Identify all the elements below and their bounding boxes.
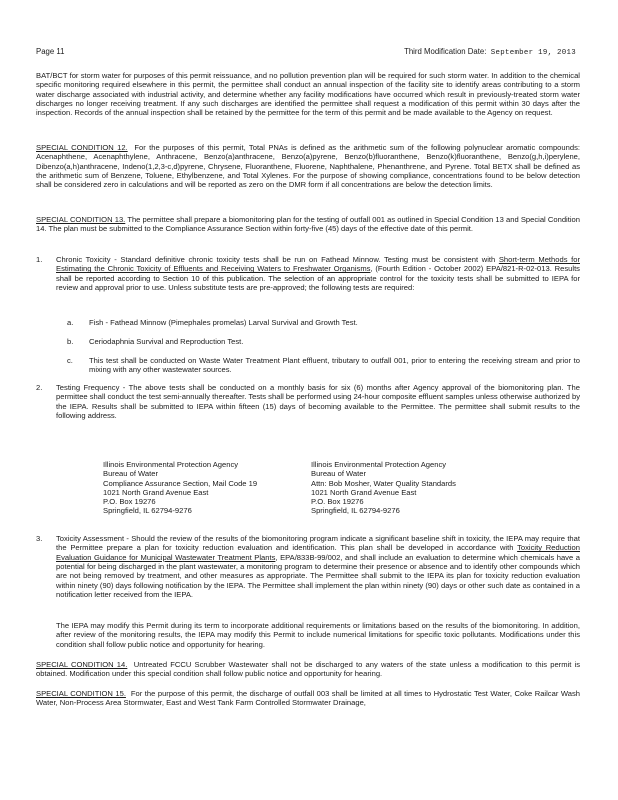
intro-paragraph: BAT/BCT for storm water for purposes of this permit reissuance, and no pollution prevention plan will be required for such storm water. In addition to the chemical specific monitoring required elsewhere in this permit, the permittee shall conduct an annual inspection of the facility site to identify areas contributing to a storm water discharge associated with industrial activity, and determine whether any facility modifications have occurred which result in previously-treated storm water discharges no longer receiving treatment. If any such discharges are identified the permittee shall request a modification of this permit within 30 days after the inspection. Records of the annual inspection shall be retained by the permittee for the term of this permit and be made available to the Agency on request.	[36, 71, 580, 118]
address-line: Springfield, IL 62794-9276	[311, 506, 400, 516]
item-1-tail: , (Fourth Edition - October 2002) EPA/821-R-02-013. Results shall be reported according to Section 10 of this publication. The selection of an appropriate control for the toxicity tests shall be submitted to IEPA for review and approval prior to use. Unless substitute tests are pre-approved; the following tests are required:	[56, 264, 580, 293]
item-3-reference: Toxicity Reduction Evaluation Guidance for Municipal Wastewater Treatment Plants	[56, 543, 580, 562]
item-1-reference: Short-term Methods for Estimating the Chronic Toxicity of Effluents and Receiving Waters to Freshwater Organisms	[56, 255, 580, 274]
special-condition-15-title: SPECIAL CONDITION 15.	[36, 689, 126, 698]
address-line: Springfield, IL 62794-9276	[103, 506, 192, 516]
item-2-number: 2.	[36, 383, 43, 392]
subitem-c-label: c.	[67, 356, 73, 365]
address-line: 1021 North Grand Avenue East	[311, 487, 417, 497]
address-line: Attn: Bob Mosher, Water Quality Standards	[311, 478, 456, 488]
address-line: Bureau of Water	[103, 469, 159, 479]
item-2-testing-frequency: Testing Frequency - The above tests shall be conducted on a monthly basis for six (6) months after Agency approval of the biomonitoring plan. The permittee shall conduct the test semi-annually thereafter. Tests shall be performed using 24-hour composite effluent samples unless otherwise authorized by the IEPA. Results shall be submitted to IEPA within fifteen (15) days of becoming available to the Permittee. The permittee shall submit results to the following address.	[56, 383, 580, 421]
address-line: 1021 North Grand Avenue East	[103, 487, 209, 497]
page-header	[36, 47, 576, 57]
address-block-water-quality	[311, 460, 456, 516]
subitem-b-label: b.	[67, 337, 74, 346]
modification-date: September 19, 2013	[490, 49, 576, 57]
address-line: P.O. Box 19276	[103, 497, 156, 507]
address-line: Illinois Environmental Protection Agency	[103, 460, 239, 469]
subitem-b-text: Ceriodaphnia Survival and Reproduction Test.	[89, 337, 244, 346]
special-condition-14	[36, 660, 580, 679]
special-condition-15	[36, 689, 580, 708]
subitem-a-label: a.	[67, 318, 74, 327]
address-line: P.O. Box 19276	[311, 497, 364, 507]
page-number: Page 11	[36, 47, 65, 56]
reopener-paragraph: The IEPA may modify this Permit during its term to incorporate additional requirements or limitations based on the results of the biomonitoring. In addition, after review of the monitoring results, the IEPA may modify this Permit to include numerical limitations for specific toxic pollutants. Modifications under this condition shall follow public notice and opportunity for hearing.	[56, 621, 580, 649]
item-1-chronic-toxicity	[56, 255, 580, 292]
address-line: Bureau of Water	[311, 469, 367, 479]
special-condition-13-text: The permittee shall prepare a biomonitoring plan for the testing of outfall 001 as outlined in Special Condition 13 and Special Condition 14. The plan must be submitted to the Compliance Assurance Section within forty-five (45) days of the effective date of this permit.	[36, 215, 580, 234]
special-condition-13	[36, 215, 580, 234]
address-line: Compliance Assurance Section, Mail Code 19	[103, 478, 258, 488]
item-3-lead: Toxicity Assessment - Should the review of the results of the biomonitoring program indicate a significant baseline shift in toxicity, the IEPA may require that the Permittee prepare a plan for toxicity reduction evaluation and identification. This plan shall be developed in accordance with	[56, 534, 580, 553]
subitem-a-text: Fish - Fathead Minnow (Pimephales promelas) Larval Survival and Growth Test.	[89, 318, 358, 327]
special-condition-13-title: SPECIAL CONDITION 13.	[36, 215, 126, 224]
special-condition-15-text: For the purpose of this permit, the discharge of outfall 003 shall be limited at all times to Hydrostatic Test Water, Coke Railcar Wash Water, Non-Process Area Stormwater, East and West Tank Farm Controlled Stormwater Drainage,	[36, 689, 580, 708]
special-condition-14-text: Untreated FCCU Scrubber Wastewater shall not be discharged to any waters of the state unless a modification to this permit is obtained. Modification under this special condition shall follow public notice and opportunity for hearing.	[36, 660, 580, 679]
item-3-tail: , EPA/833B-99/002, and shall include an evaluation to determine which chemicals have a potential for being discharged in the plant wastewater, a monitoring program to determine their presence or absence and to identify other compounds which are not being removed by treatment, and other measures as appropriate. The Permittee shall submit to the IEPA its plan for toxicity reduction evaluation within ninety (90) days following notification by the IEPA. The Permittee shall implement the plan within ninety (90) days or other such date as contained in a notification letter received from the IEPA.	[56, 552, 580, 600]
address-line: Illinois Environmental Protection Agency	[311, 460, 447, 469]
item-3-number: 3.	[36, 534, 43, 543]
modification-date-line	[404, 47, 576, 58]
special-condition-12-text: For the purposes of this permit, Total PNAs is defined as the arithmetic sum of the following polynuclear aromatic compounds: Acenaphthene, Acenaphthylene, Anthracene, Benzo(a)anthracene, Benzo(a)pyrene, Benzo(b)fluoranthene, Benzo(k)fluoranthene, Benzo(g,h,i)perylene, Dibenzo(a,h)anthracene, Indeno(1,2,3-c,d)pyrene, Chrysene, Fluoranthene, Fluorene, Naphthalene, Phenanthrene, and Pyrene. Total BETX shall be defined as the arithmetic sum of Benzene, Toluene, Ethylbenzene, and Total Xylenes. For the purpose of showing compliance, concentrations found to be below detection shall be considered zero in calculations and will be reported as zero on the DMR form if all concentrations are below the detection limits.	[36, 143, 580, 190]
special-condition-12	[36, 143, 580, 190]
item-1-lead: Chronic Toxicity - Standard definitive chronic toxicity tests shall be run on Fathead Minnow. Testing must be consistent with	[56, 255, 499, 264]
special-condition-12-title: SPECIAL CONDITION 12.	[36, 143, 128, 152]
address-block-compliance	[103, 460, 257, 516]
special-condition-14-title: SPECIAL CONDITION 14.	[36, 660, 128, 669]
subitem-c-text: This test shall be conducted on Waste Water Treatment Plant effluent, tributary to outfall 001, prior to entering the receiving stream and prior to mixing with any other wastewater sources.	[89, 356, 580, 375]
item-1-number: 1.	[36, 255, 43, 264]
modification-label: Third Modification Date:	[404, 47, 487, 56]
item-3-toxicity-assessment	[56, 534, 580, 599]
